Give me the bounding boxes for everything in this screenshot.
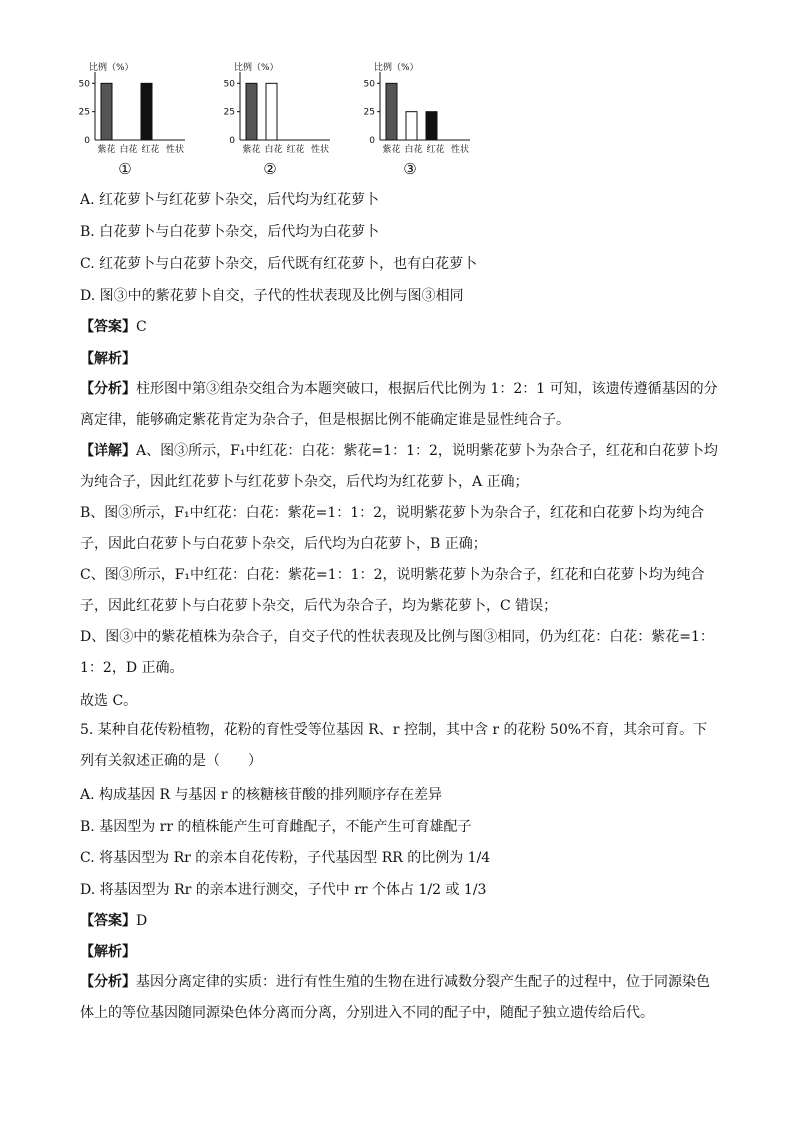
q4-detail-d: D、图③中的紫花植株为杂合子，自交子代的性状表现及比例与图③相同，仍为红花：白花：紫花=1：1：2，D 正确。 bbox=[80, 629, 714, 676]
figure-number: ① bbox=[118, 160, 132, 178]
figure-number: ② bbox=[263, 160, 277, 178]
q4-option-a: A. 红花萝卜与红花萝卜杂交，后代均为红花萝卜 bbox=[80, 192, 380, 208]
q5-option-c: C. 将基因型为 Rr 的亲本自花传粉，子代基因型 RR 的比例为 1/4 bbox=[80, 850, 491, 866]
q5-option-d: D. 将基因型为 Rr 的亲本进行测交，子代中 rr 个体占 1/2 或 1/3 bbox=[80, 882, 487, 898]
q4-fenxi bbox=[80, 374, 720, 436]
analysis-tag: 【解析】 bbox=[80, 944, 136, 960]
answer-tag: 【答案】 bbox=[80, 319, 136, 335]
y-tick-label: 0 bbox=[84, 136, 90, 146]
q4-detail-b: B、图③所示，F₁中红花：白花：紫花=1：1：2，说明紫花萝卜为杂合子，红花和白花萝卜均为纯合子，因此白花萝卜与白花萝卜杂交，后代均为白花萝卜，B 正确； bbox=[80, 505, 705, 552]
x-axis-title: 性状 bbox=[165, 145, 185, 155]
x-axis-title: 性状 bbox=[450, 145, 470, 155]
analysis-tag: 【解析】 bbox=[80, 351, 136, 367]
q5-stem: 5. 某种自花传粉植物，花粉的育性受等位基因 R、r 控制，其中含 r 的花粉 50%不育，其余可育。下列有关叙述正确的是（ ） bbox=[80, 722, 708, 769]
y-axis-title: 比例（%） bbox=[89, 63, 134, 73]
y-tick-label: 50 bbox=[78, 79, 90, 90]
x-tick-label: 白花 bbox=[404, 145, 423, 155]
q5-option-b: B. 基因型为 rr 的植株能产生可育雌配子，不能产生可育雄配子 bbox=[80, 819, 472, 835]
bar-1 bbox=[386, 83, 397, 140]
answer-tag: 【答案】 bbox=[80, 913, 136, 929]
bar-chart-2 bbox=[205, 58, 335, 188]
bar-3 bbox=[141, 83, 152, 140]
q5-option-a: A. 构成基因 R 与基因 r 的核糖核苷酸的排列顺序存在差异 bbox=[80, 787, 443, 803]
figure-number: ③ bbox=[403, 160, 417, 178]
bar-1 bbox=[101, 83, 112, 140]
answer-value: D bbox=[136, 913, 148, 929]
y-axis-title: 比例（%） bbox=[234, 63, 279, 73]
y-tick-label: 50 bbox=[363, 79, 375, 90]
q4-option-b: B. 白花萝卜与白花萝卜杂交，后代均为白花萝卜 bbox=[80, 224, 380, 240]
q4-analysis-tag bbox=[80, 350, 136, 368]
detail-a-text: A、图③所示，F₁中红花：白花：紫花=1：1：2，说明紫花萝卜为杂合子，红花和白花萝卜均为纯合子，因此红花萝卜与红花萝卜杂交，后代均为红花萝卜，A 正确； bbox=[80, 443, 718, 490]
x-tick-label: 紫花 bbox=[97, 145, 116, 155]
y-tick-label: 50 bbox=[223, 79, 235, 90]
bar-3 bbox=[426, 112, 437, 140]
bar-2 bbox=[406, 112, 417, 140]
q5-analysis-tag bbox=[80, 943, 136, 961]
y-tick-label: 25 bbox=[363, 107, 375, 118]
y-tick-label: 0 bbox=[229, 136, 235, 146]
q4-conclusion: 故选 C。 bbox=[80, 693, 138, 709]
q5-answer bbox=[80, 912, 147, 930]
x-tick-label: 紫花 bbox=[382, 145, 401, 155]
y-axis-title: 比例（%） bbox=[374, 63, 419, 73]
x-axis-title: 性状 bbox=[310, 145, 330, 155]
y-tick-label: 0 bbox=[369, 136, 375, 146]
x-tick-label: 红花 bbox=[426, 145, 445, 155]
q5-fenxi bbox=[80, 967, 720, 1029]
x-tick-label: 红花 bbox=[286, 145, 305, 155]
bar-1 bbox=[246, 83, 257, 140]
answer-value: C bbox=[136, 319, 147, 335]
bar-2 bbox=[266, 83, 277, 140]
detail-tag: 【详解】 bbox=[80, 443, 136, 459]
x-tick-label: 紫花 bbox=[242, 145, 261, 155]
bar-chart-group bbox=[60, 58, 490, 188]
q4-detail-c: C、图③所示，F₁中红花：白花：紫花=1：1：2，说明紫花萝卜为杂合子，红花和白花萝卜均为纯合子，因此红花萝卜与白花萝卜杂交，后代为杂合子，均为紫花萝卜，C 错误； bbox=[80, 567, 705, 614]
y-tick-label: 25 bbox=[223, 107, 235, 118]
x-tick-label: 红花 bbox=[141, 145, 160, 155]
bar-chart-1 bbox=[60, 58, 190, 188]
q4-option-d: D. 图③中的紫花萝卜自交，子代的性状表现及比例与图③相同 bbox=[80, 288, 464, 304]
q4-detail-a bbox=[80, 436, 720, 498]
q4-option-c: C. 红花萝卜与白花萝卜杂交，后代既有红花萝卜，也有白花萝卜 bbox=[80, 256, 478, 272]
fenxi-text: 基因分离定律的实质：进行有性生殖的生物在进行减数分裂产生配子的过程中，位于同源染色体上的等位基因随同源染色体分离而分离，分别进入不同的配子中，随配子独立遗传给后代。 bbox=[80, 974, 710, 1021]
q4-answer bbox=[80, 318, 147, 336]
y-tick-label: 25 bbox=[78, 107, 90, 118]
x-tick-label: 白花 bbox=[119, 145, 138, 155]
x-tick-label: 白花 bbox=[264, 145, 283, 155]
fenxi-text: 柱形图中第③组杂交组合为本题突破口，根据后代比例为 1：2：1 可知，该遗传遵循基因的分离定律，能够确定紫花肯定为杂合子，但是根据比例不能确定谁是显性纯合子。 bbox=[80, 381, 718, 428]
bar-chart-3 bbox=[345, 58, 475, 188]
fenxi-tag: 【分析】 bbox=[80, 974, 136, 990]
fenxi-tag: 【分析】 bbox=[80, 381, 136, 397]
